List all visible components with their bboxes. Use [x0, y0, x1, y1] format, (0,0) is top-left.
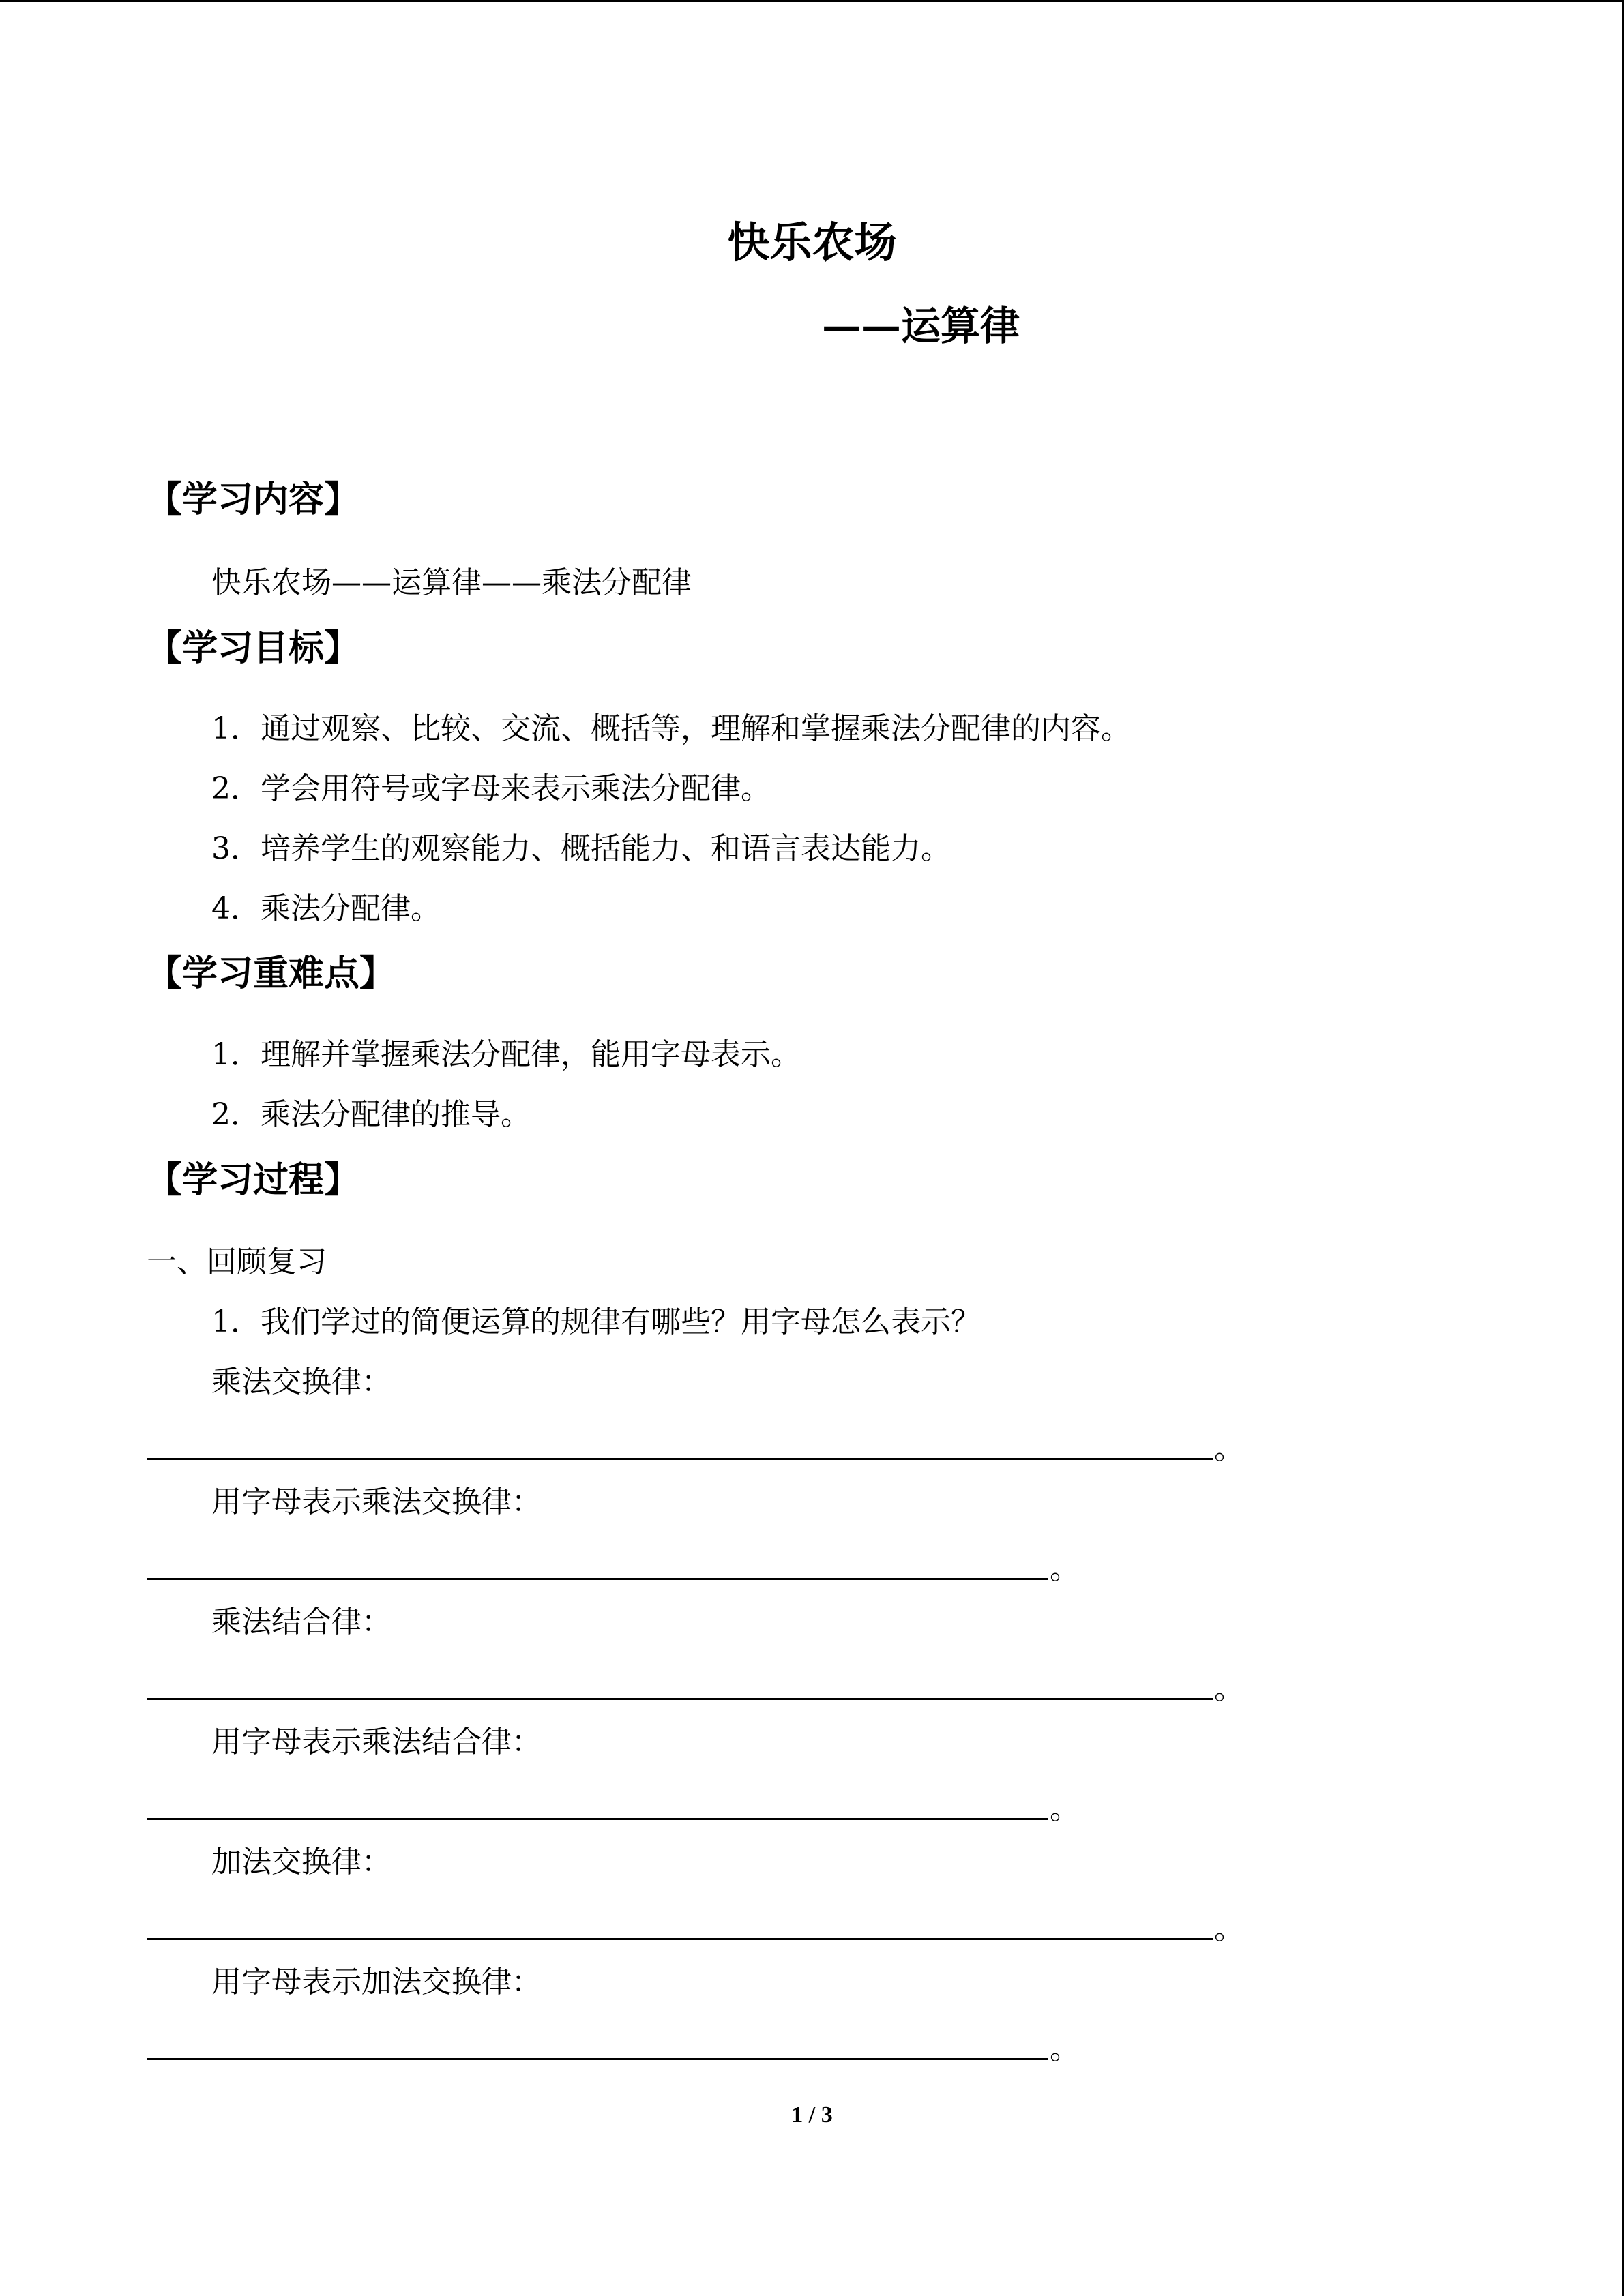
blank-end-mark: 。	[1050, 2031, 1080, 2066]
process-part-heading: 一、回顾复习	[147, 1244, 327, 1279]
page-number: 1 / 3	[791, 2102, 833, 2128]
goal-item: 3．培养学生的观察能力、概括能力、和语言表达能力。	[211, 831, 951, 866]
prompt-label: 用字母表示乘法交换律：	[211, 1485, 542, 1519]
prompt-label: 用字母表示加法交换律：	[211, 1965, 542, 1999]
goal-item: 4．乘法分配律。	[211, 891, 441, 926]
prompt-label: 乘法交换律：	[211, 1365, 392, 1399]
blank-end-mark: 。	[1214, 1431, 1244, 1466]
content-text: 快乐农场——运算律——乘法分配律	[211, 565, 692, 600]
prompt-label: 乘法结合律：	[211, 1605, 392, 1639]
prompt-label: 加法交换律：	[211, 1845, 392, 1879]
key-point-item: 1．理解并掌握乘法分配律，能用字母表示。	[211, 1037, 801, 1072]
answer-blank[interactable]	[147, 2058, 1048, 2060]
section-heading-content: 【学习内容】	[147, 479, 360, 520]
answer-blank[interactable]	[147, 1578, 1048, 1580]
goal-item: 2．学会用符号或字母来表示乘法分配律。	[211, 771, 771, 806]
prompt-label: 用字母表示乘法结合律：	[211, 1725, 542, 1759]
page-title: 快乐农场	[727, 218, 897, 267]
section-heading-process: 【学习过程】	[147, 1160, 360, 1201]
answer-blank[interactable]	[147, 1698, 1213, 1700]
blank-end-mark: 。	[1050, 1791, 1080, 1826]
blank-end-mark: 。	[1050, 1551, 1080, 1586]
process-question: 1．我们学过的简便运算的规律有哪些？用字母怎么表示？	[211, 1304, 981, 1339]
blank-end-mark: 。	[1214, 1911, 1244, 1946]
answer-blank[interactable]	[147, 1938, 1213, 1940]
section-heading-goals: 【学习目标】	[147, 628, 360, 669]
section-heading-key-points: 【学习重难点】	[147, 953, 396, 994]
answer-blank[interactable]	[147, 1458, 1213, 1460]
goal-item: 1．通过观察、比较、交流、概括等，理解和掌握乘法分配律的内容。	[211, 711, 1131, 746]
key-point-item: 2．乘法分配律的推导。	[211, 1097, 531, 1132]
blank-end-mark: 。	[1214, 1671, 1244, 1706]
page-subtitle: ——运算律	[822, 303, 1020, 349]
answer-blank[interactable]	[147, 1818, 1048, 1820]
